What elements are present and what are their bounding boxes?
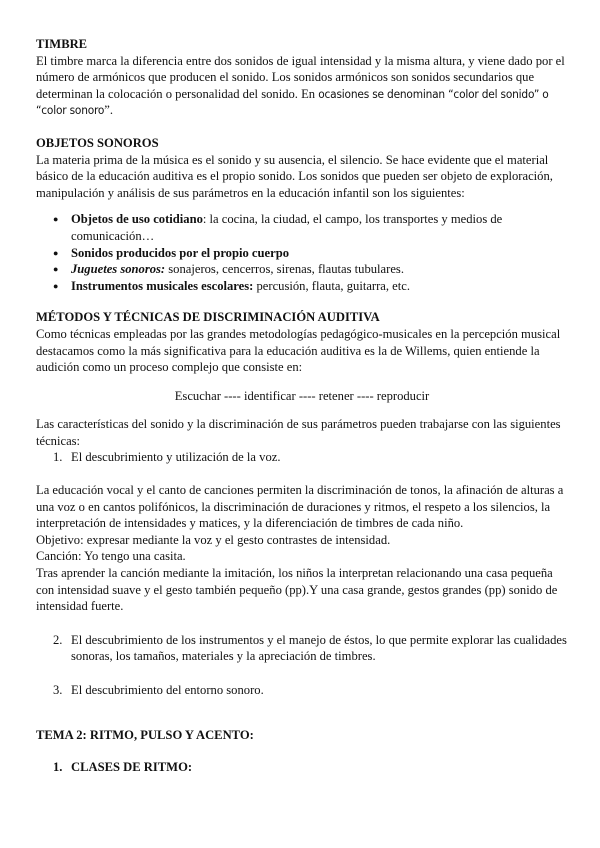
tema2-heading: TEMA 2: RITMO, PULSO Y ACENTO:: [36, 727, 254, 742]
tras-paragraph: Tras aprender la canción mediante la imitación, los niños la interpretan relacionando una casa pequeña con intensidad suave y el gesto también pequeño (pp).Y una casa grande, gestos grandes (pp) sonido de intensidad fuerte.: [36, 566, 558, 614]
bullet-text: percusión, flauta, guitarra, etc.: [253, 278, 411, 293]
bullet-term: Instrumentos musicales escolares:: [71, 278, 254, 293]
list-item: [36, 261, 568, 278]
bullet-text: sonajeros, cencerros, sirenas, flautas tubulares.: [165, 262, 404, 277]
document-page: [36, 36, 568, 776]
timbre-text-b: ocasiones se denominan “color del sonido” o “color sonoro: [36, 86, 549, 118]
bullet-term: Sonidos producidos por el propio cuerpo: [71, 245, 289, 260]
list-item: [36, 278, 568, 295]
bullet-term: Objetos de uso cotidiano: [71, 212, 203, 227]
metodos-paragraph: Como técnicas empleadas por las grandes metodologías pedagógico-musicales en la percepción musical destacamos como la más significativa para la educación auditiva es la de Willems, quien entiende la audición como un proceso complejo que consiste en:: [36, 326, 561, 375]
tecnicas-intro: Las características del sonido y la discriminación de sus parámetros pueden trabajarse con las siguientes técnicas:: [36, 417, 561, 448]
list-item: [36, 245, 568, 262]
clases-ritmo-heading: [36, 759, 568, 776]
item-number: 1.: [53, 760, 63, 775]
bullet-text: : la cocina, la ciudad, el campo, los transportes y medios de comunicación…: [71, 212, 503, 243]
timbre-paragraph: [36, 53, 568, 119]
item-number: 1.: [53, 450, 63, 465]
objetos-heading: OBJETOS SONOROS: [36, 135, 159, 150]
item-number: 2.: [53, 632, 63, 647]
item-text: El descubrimiento y utilización de la voz.: [71, 450, 281, 465]
item-text: El descubrimiento de los instrumentos y el manejo de éstos, lo que permite explorar las cualidades sonoras, los tamaños, materiales y la apreciación de timbres.: [71, 632, 567, 664]
item-text: CLASES DE RITMO:: [71, 760, 193, 775]
numbered-item-2: [36, 632, 568, 665]
willems-formula: Escuchar ---- identificar ---- retener ---- reproducir: [174, 388, 430, 403]
voz-paragraph: La educación vocal y el canto de canciones permiten la discriminación de tonos, la afinación de alturas a una voz o en cantos polifónicos, la discriminación de duraciones y ritmos, el respeto a los silencios, la interpretación de intensidades y matices, y la diferenciación de timbres de cada niño.: [36, 483, 564, 531]
timbre-text-a: El timbre marca la diferencia entre dos sonidos de igual intensidad y la misma altura, y viene dado por el número de armónicos que producen el sonido. Los sonidos armónicos son sonidos secundarios que determinan la colocación o personalidad del sonido. En: [36, 53, 565, 101]
metodos-heading: MÉTODOS Y TÉCNICAS DE DISCRIMINACIÓN AUDITIVA: [36, 310, 380, 325]
numbered-item-1: [36, 449, 568, 466]
objetos-bullet-list: [36, 211, 568, 294]
item-number: 3.: [53, 683, 63, 697]
item-text: El descubrimiento del entorno sonoro.: [71, 683, 264, 697]
objetos-paragraph: La materia prima de la música es el sonido y su ausencia, el silencio. Se hace evidente que el material básico de la educación auditiva es el propio sonido. Los sonidos que pueden ser objeto de exploración, manipulación y análisis de sus parámetros en la educación infantil son los siguientes:: [36, 152, 553, 200]
cancion-line: Canción: Yo tengo una casita.: [36, 549, 186, 564]
objetivo-line: Objetivo: expresar mediante la voz y el gesto contrastes de intensidad.: [36, 532, 391, 547]
timbre-text-c: ”.: [104, 103, 113, 118]
numbered-item-3: [36, 682, 568, 699]
bullet-term: Juguetes sonoros:: [71, 262, 166, 277]
timbre-heading: TIMBRE: [36, 37, 88, 51]
list-item: [36, 211, 568, 244]
